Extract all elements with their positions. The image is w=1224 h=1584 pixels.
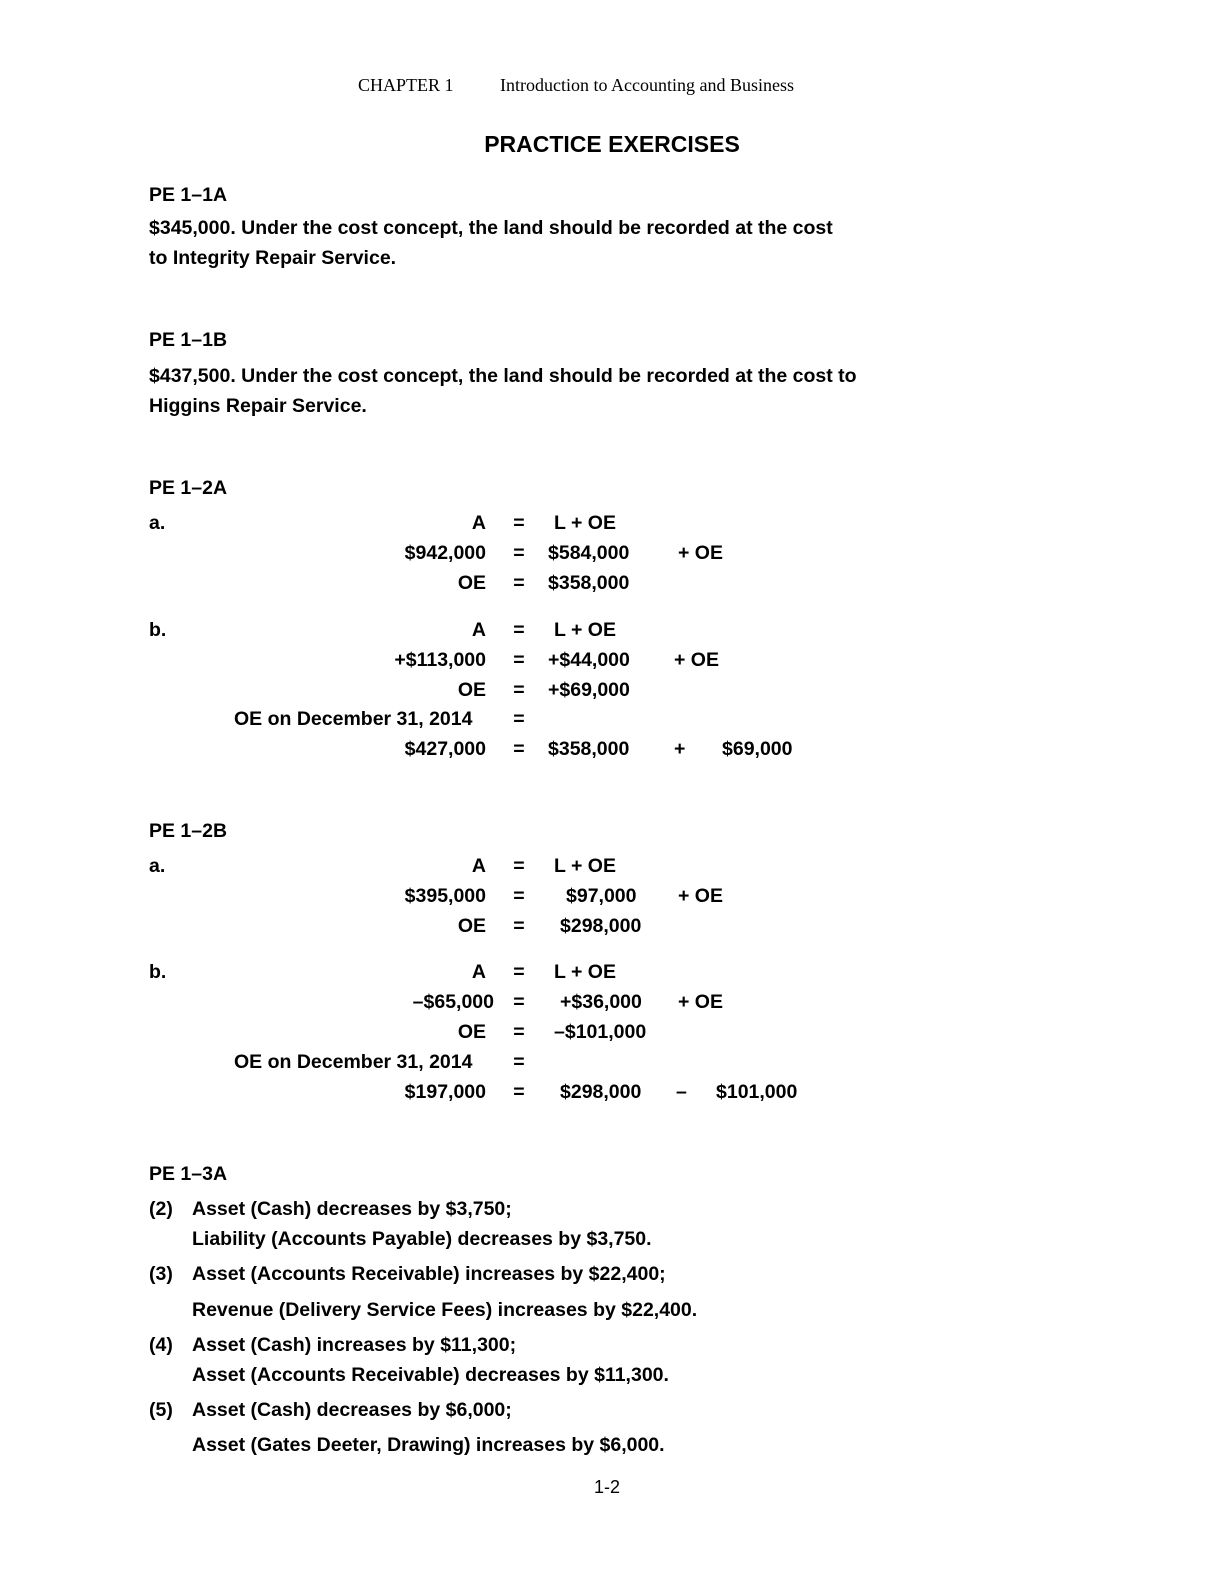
item-line1: Asset (Accounts Receivable) increases by $22,400;	[192, 1263, 666, 1285]
section-label-pe-1-2b: PE 1–2B	[149, 820, 228, 842]
equals-sign: =	[513, 1021, 525, 1043]
equals-sign: =	[513, 679, 525, 701]
equals-sign: =	[513, 885, 525, 907]
equation-middle: L + OE	[554, 619, 616, 641]
item-line1: Asset (Cash) decreases by $6,000;	[192, 1399, 512, 1421]
equals-sign: =	[513, 855, 525, 877]
equation-left: –$65,000	[412, 991, 494, 1013]
section-label-pe-1-2a: PE 1–2A	[149, 477, 228, 499]
equation-middle: L + OE	[554, 855, 616, 877]
equation-operator: + OE	[678, 885, 723, 907]
equation-left: $427,000	[404, 738, 486, 760]
equation-middle: $584,000	[548, 542, 630, 564]
item-number: (4)	[149, 1334, 173, 1356]
equation-operator: –	[676, 1081, 687, 1103]
equation-middle: $298,000	[560, 915, 642, 937]
pe-1-1b-line1: $437,500. Under the cost concept, the land should be recorded at the cost to	[149, 365, 857, 387]
equation-middle: $97,000	[566, 885, 637, 907]
section-label-pe-1-1b: PE 1–1B	[149, 329, 228, 351]
equation-middle: –$101,000	[554, 1021, 647, 1043]
part-letter-b: b.	[149, 961, 167, 983]
equation-left: +$113,000	[394, 649, 486, 671]
equation-operator: + OE	[678, 991, 723, 1013]
equals-sign: =	[513, 619, 525, 641]
page-number: 1-2	[593, 1477, 620, 1497]
equation-left: OE	[457, 679, 486, 701]
equation-middle: L + OE	[554, 961, 616, 983]
item-line1: Asset (Cash) decreases by $3,750;	[192, 1198, 512, 1220]
equation-middle: $298,000	[560, 1081, 642, 1103]
equals-sign: =	[513, 649, 525, 671]
item-line2: Asset (Gates Deeter, Drawing) increases by $6,000.	[192, 1434, 665, 1456]
equation-left: OE on December 31, 2014	[234, 708, 473, 730]
pe-1-1b-line2: Higgins Repair Service.	[149, 395, 367, 417]
item-line2: Asset (Accounts Receivable) decreases by $11,300.	[192, 1364, 669, 1386]
equation-operator: + OE	[678, 542, 723, 564]
equals-sign: =	[513, 572, 525, 594]
equation-right: $101,000	[716, 1081, 798, 1103]
equation-operator: +	[674, 738, 686, 760]
item-number: (2)	[149, 1198, 173, 1220]
section-label-pe-1-1a: PE 1–1A	[149, 184, 228, 206]
equation-operator: + OE	[674, 649, 719, 671]
equation-left: OE	[457, 915, 486, 937]
equation-left: $197,000	[404, 1081, 486, 1103]
equals-sign: =	[513, 991, 525, 1013]
equation-left: A	[471, 512, 486, 534]
equation-middle: L + OE	[554, 512, 616, 534]
equation-left: A	[471, 855, 486, 877]
equation-right: $69,000	[722, 738, 793, 760]
header-title: Introduction to Accounting and Business	[500, 75, 794, 95]
equals-sign: =	[513, 1051, 525, 1073]
part-letter-a: a.	[149, 512, 166, 534]
equals-sign: =	[513, 708, 525, 730]
equation-left: $395,000	[404, 885, 486, 907]
equation-left: OE	[457, 1021, 486, 1043]
equation-middle: $358,000	[548, 738, 630, 760]
equals-sign: =	[513, 542, 525, 564]
item-number: (5)	[149, 1399, 173, 1421]
equation-left: A	[471, 961, 486, 983]
equation-middle: +$69,000	[548, 679, 630, 701]
equation-left: OE on December 31, 2014	[234, 1051, 473, 1073]
equals-sign: =	[513, 1081, 525, 1103]
equation-middle: $358,000	[548, 572, 630, 594]
equals-sign: =	[513, 915, 525, 937]
equation-left: A	[471, 619, 486, 641]
pe-1-1a-line2: to Integrity Repair Service.	[149, 247, 397, 269]
part-letter-b: b.	[149, 619, 167, 641]
item-line2: Revenue (Delivery Service Fees) increases by $22,400.	[192, 1299, 698, 1321]
equation-middle: +$36,000	[560, 991, 642, 1013]
header-chapter: CHAPTER 1	[358, 75, 454, 95]
equation-left: $942,000	[404, 542, 486, 564]
equals-sign: =	[513, 512, 525, 534]
part-letter-a: a.	[149, 855, 166, 877]
equation-middle: +$44,000	[548, 649, 630, 671]
item-number: (3)	[149, 1263, 173, 1285]
equation-left: OE	[457, 572, 486, 594]
equals-sign: =	[513, 738, 525, 760]
page-title: PRACTICE EXERCISES	[484, 131, 740, 157]
item-line1: Asset (Cash) increases by $11,300;	[192, 1334, 517, 1356]
pe-1-1a-line1: $345,000. Under the cost concept, the land should be recorded at the cost	[149, 217, 833, 239]
item-line2: Liability (Accounts Payable) decreases by $3,750.	[192, 1228, 652, 1250]
equals-sign: =	[513, 961, 525, 983]
section-label-pe-1-3a: PE 1–3A	[149, 1163, 228, 1185]
